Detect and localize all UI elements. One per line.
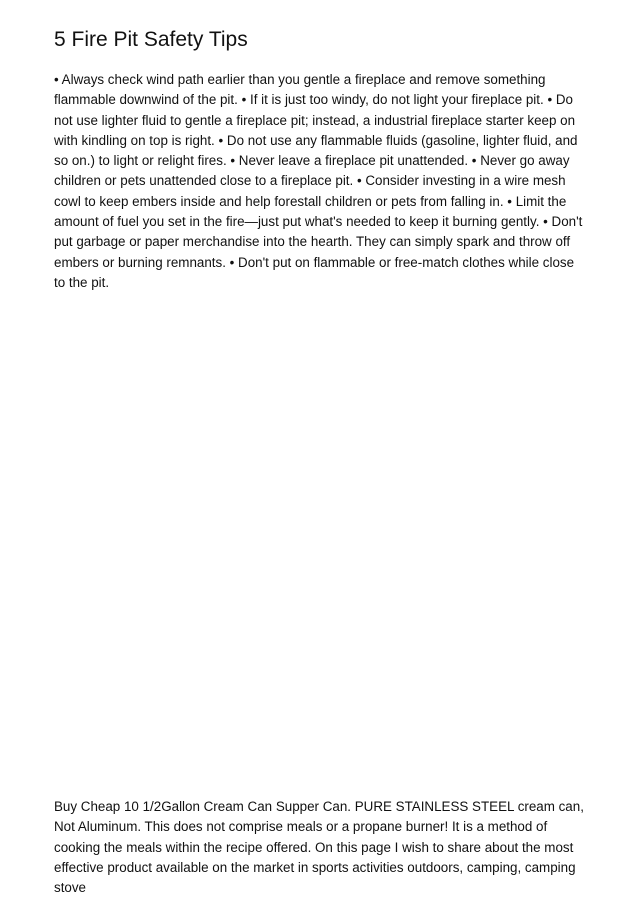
product-paragraph: Buy Cheap 10 1/2Gallon Cream Can Supper Can. PURE STAINLESS STEEL cream can, Not Aluminum. This does not comprise meals or a propane burner! It is a method of cooking the meals within the recipe offered. On this page I wish to share about the most effective product available on the market in sports activities outdoors, camping, camping stove — [54, 799, 584, 896]
page-title: 5 Fire Pit Safety Tips — [54, 28, 248, 51]
safety-tips-paragraph: • Always check wind path earlier than you gentle a fireplace and remove something flammable downwind of the pit. • If it is just too windy, do not light your fireplace pit. • Do not use lighter fluid to gentle a fireplace pit; instead, a industrial fireplace starter keep on with kindling on top is right. • Do not use any flammable fluids (gasoline, lighter fluid, and so on.) to light or relight fires. • Never leave a fireplace pit unattended. • Never go away children or pets unattended close to a fireplace pit. • Consider investing in a wire mesh cowl to keep embers inside and help forestall children or pets from falling in. • Limit the amount of fuel you set in the fire—just put what's needed to keep it burning gently. • Don't put garbage or paper merchandise into the hearth. They can simply spark and throw off embers or burning remnants. • Don't put on flammable or free-match clothes while close to the pit. — [54, 72, 583, 290]
